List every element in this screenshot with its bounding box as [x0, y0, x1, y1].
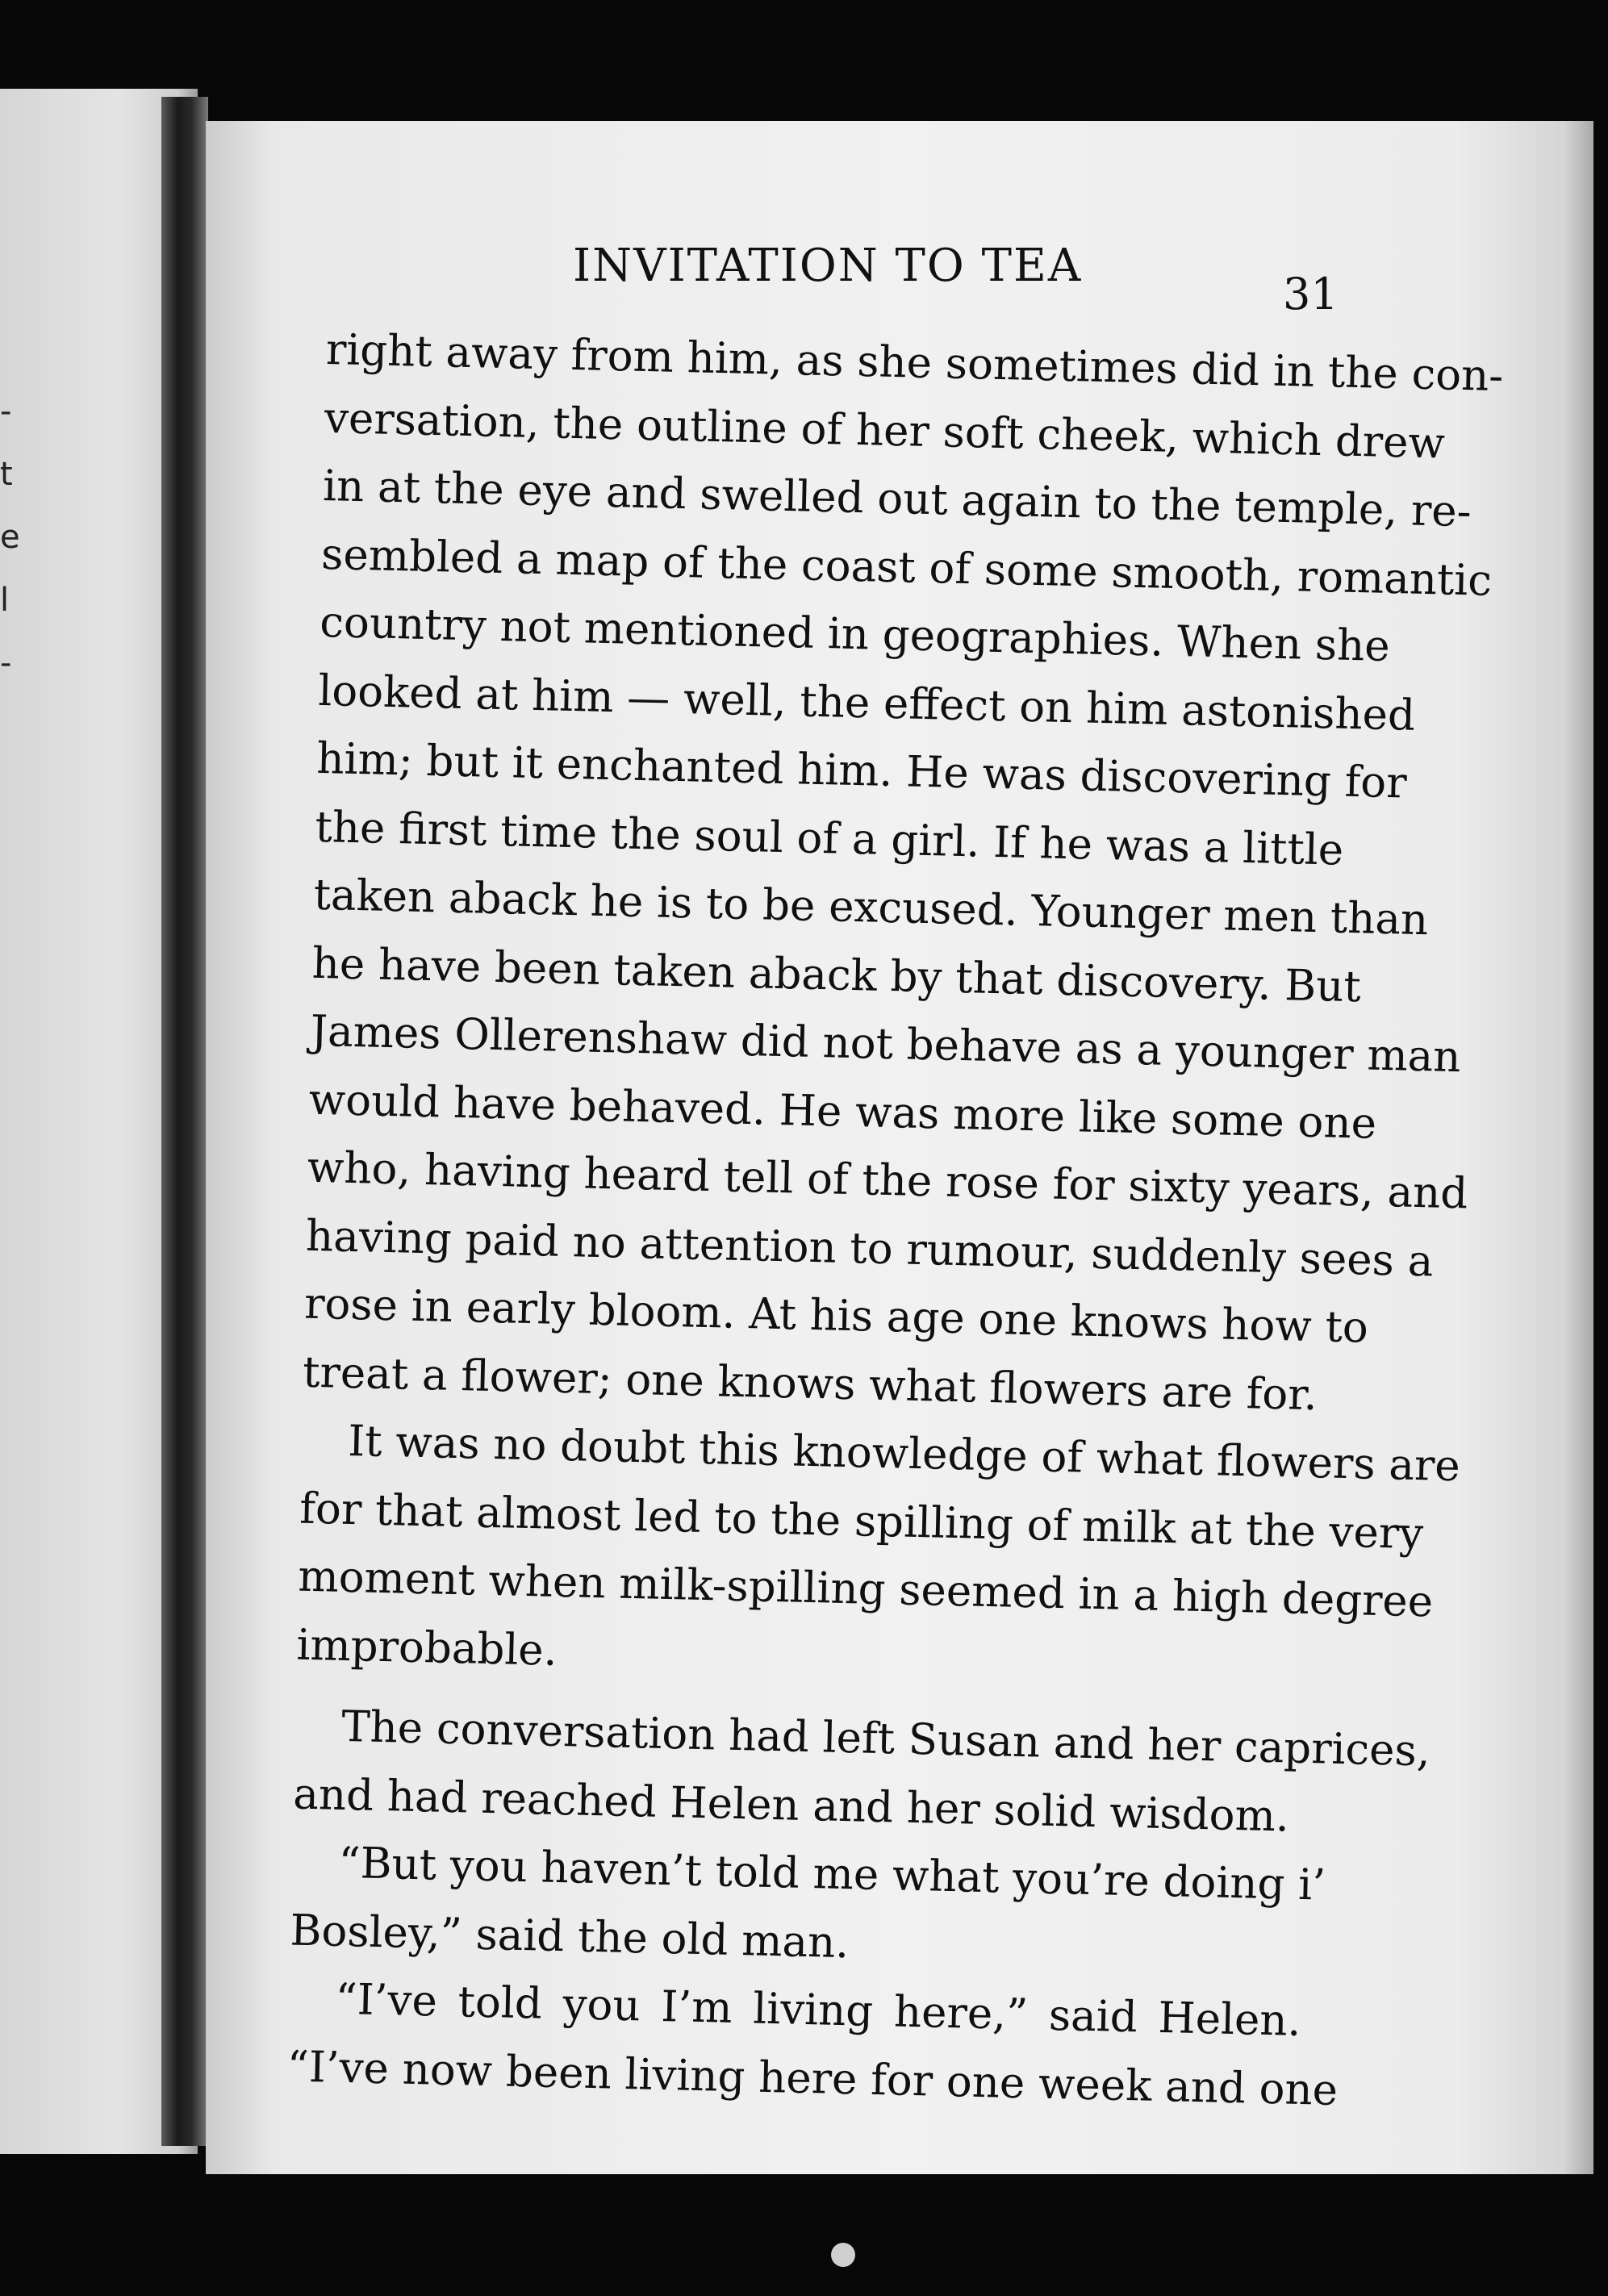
book-spine — [161, 97, 208, 2146]
text-line: would have behaved. He was more like some one — [308, 1075, 1377, 1149]
text-line: The conversation had left Susan and her caprices, — [340, 1701, 1431, 1776]
text-line: who, having heard tell of the rose for sixty years, and — [307, 1142, 1468, 1219]
text-line: looked at him — well, the effect on him astonished — [317, 666, 1416, 741]
text-line: James Ollerenshaw did not behave as a younger man — [310, 1006, 1462, 1083]
text-line: for that almost led to the spilling of milk at the very — [299, 1484, 1424, 1559]
facing-page-mark: e — [0, 519, 20, 556]
text-line: moment when milk-spilling seemed in a high degree — [297, 1551, 1434, 1627]
facing-page-mark: - — [0, 645, 12, 682]
body-text — [286, 316, 1504, 2124]
text-line: Bosley,” said the old man. — [289, 1905, 850, 1968]
text-line: treat a flower; one knows what flowers are for. — [302, 1347, 1318, 1420]
facing-page-mark: l — [0, 582, 10, 619]
text-line: rose in early bloom. At his age one knows how to — [303, 1279, 1369, 1353]
text-line: improbable. — [295, 1620, 558, 1676]
text-line: sembled a map of the coast of some smooth, romantic — [320, 529, 1493, 606]
bottom-mark — [831, 2243, 855, 2267]
text-line: versation, the outline of her soft cheek, which drew — [324, 393, 1446, 468]
page-number: 31 — [1283, 269, 1339, 319]
facing-page-marks — [0, 395, 24, 710]
text-line: in at the eye and swelled out again to the temple, re- — [322, 461, 1472, 537]
text-line: “But you haven’t told me what you’re doing i’ — [337, 1838, 1326, 1910]
text-line: It was no doubt this knowledge of what flowers are — [347, 1416, 1461, 1492]
text-line: the first time the soul of a girl. If he was a little — [314, 802, 1344, 875]
text-line: he have been taken aback by that discovery. But — [311, 938, 1362, 1012]
text-line: and had reached Helen and her solid wisdom. — [292, 1769, 1290, 1842]
text-line: right away from him, as she sometimes did in the con- — [325, 324, 1504, 402]
facing-page-mark: t — [0, 456, 13, 493]
facing-page-mark: - — [0, 393, 12, 430]
text-line: “I’ve now been living here for one week and one — [286, 2041, 1339, 2115]
text-line: “I’ve told you I’m living here,” said Helen. — [334, 1974, 1302, 2046]
text-line: country not mentioned in geographies. When she — [319, 597, 1391, 671]
page-edge — [1561, 121, 1593, 2174]
running-head: INVITATION TO TEA — [573, 240, 1083, 292]
text-line: him; but it enchanted him. He was discovering for — [315, 733, 1408, 808]
text-line: having paid no attention to rumour, suddenly sees a — [305, 1211, 1435, 1286]
text-line: taken aback he is to be excused. Younger men than — [313, 870, 1429, 946]
